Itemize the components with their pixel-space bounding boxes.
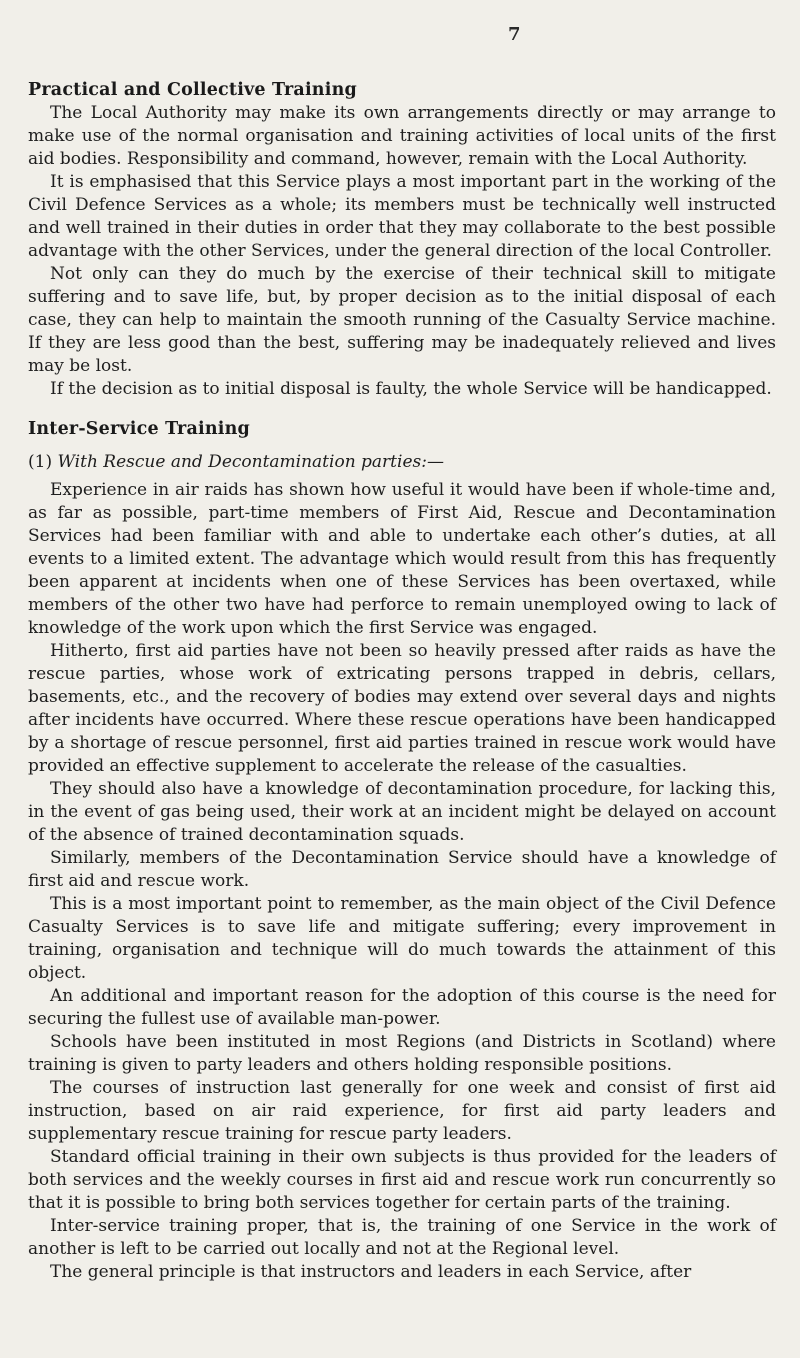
- paragraph: Hitherto, first aid parties have not been so heavily pressed after raids as have the rescue parties, whose work of extricating persons trapped in debris, cellars, basements, etc., and the recovery of bodies may extend over several days and nights after incidents have occurred. Where these rescue operations have been handicapped by a shortage of rescue personnel, first aid parties trained in rescue work would have provided an effective supplement to accelerate the release of the casualties.: [28, 641, 776, 776]
- page-number: 7: [508, 24, 521, 45]
- section-heading-inter-service: Inter-Service Training: [28, 419, 250, 439]
- paragraph: Similarly, members of the Decontamination Service should have a knowledge of first aid and rescue work.: [28, 848, 776, 891]
- practical-section-body: [28, 102, 776, 401]
- paragraph: Not only can they do much by the exercise of their technical skill to mitigate suffering and to save life, but, by proper decision as to the initial disposal of each case, they can help to maintain the smooth running of the Casualty Service machine. If they are less good than the best, suffering may be inadequately relieved and lives may be lost.: [28, 264, 776, 376]
- paragraph: Standard official training in their own subjects is thus provided for the leaders of both services and the weekly courses in first aid and rescue work run concurrently so that it is possible to bring both services together for certain parts of the training.: [28, 1147, 776, 1213]
- subsection-heading: [28, 451, 776, 474]
- paragraph: Experience in air raids has shown how useful it would have been if whole-time and, as far as possible, part-time members of First Aid, Rescue and Decontamination Services had been familiar with and able to undertake each other’s duties, at all events to a limited extent. The advantage which would result from this has frequently been apparent at incidents when one of these Services has been overtaxed, while members of the other two have had perforce to remain unemployed owing to lack of knowledge of the work upon which the first Service was engaged.: [28, 480, 776, 638]
- paragraph: They should also have a knowledge of decontamination procedure, for lacking this, in the event of gas being used, their work at an incident might be delayed on account of the absence of trained decontamination squads.: [28, 779, 776, 845]
- inter-service-section-body: [28, 479, 776, 1284]
- subsection-title: With Rescue and Decontamination parties:—: [57, 452, 444, 472]
- paragraph: It is emphasised that this Service plays a most important part in the working of the Civil Defence Services as a whole; its members must be technically well instructed and well trained in their duties in order that they may collaborate to the best possible advantage with the other Services, under the general direction of the local Controller.: [28, 172, 776, 261]
- paragraph: If the decision as to initial disposal is faulty, the whole Service will be handicapped.: [50, 379, 772, 399]
- paragraph: Inter-service training proper, that is, the training of one Service in the work of another is left to be carried out locally and not at the Regional level.: [28, 1216, 776, 1259]
- paragraph: Schools have been instituted in most Regions (and Districts in Scotland) where training is given to party leaders and others holding responsible positions.: [28, 1032, 776, 1075]
- subsection-number: (1): [28, 452, 53, 472]
- section-heading-practical: Practical and Collective Training: [28, 80, 357, 100]
- paragraph: The general principle is that instructors and leaders in each Service, after: [50, 1262, 692, 1282]
- paragraph: The courses of instruction last generally for one week and consist of first aid instruction, based on air raid experience, for first aid party leaders and supplementary rescue training for rescue party leaders.: [28, 1078, 776, 1144]
- page-content: [28, 78, 776, 1284]
- paragraph: This is a most important point to remember, as the main object of the Civil Defence Casualty Services is to save life and mitigate suffering; every improvement in training, organisation and technique will do much towards the attainment of this object.: [28, 894, 776, 983]
- paragraph: An additional and important reason for the adoption of this course is the need for securing the fullest use of available man-power.: [28, 986, 776, 1029]
- paragraph: The Local Authority may make its own arrangements directly or may arrange to make use of the normal organisation and training activities of local units of the first aid bodies. Responsibility and command, however, remain with the Local Authority.: [28, 103, 776, 169]
